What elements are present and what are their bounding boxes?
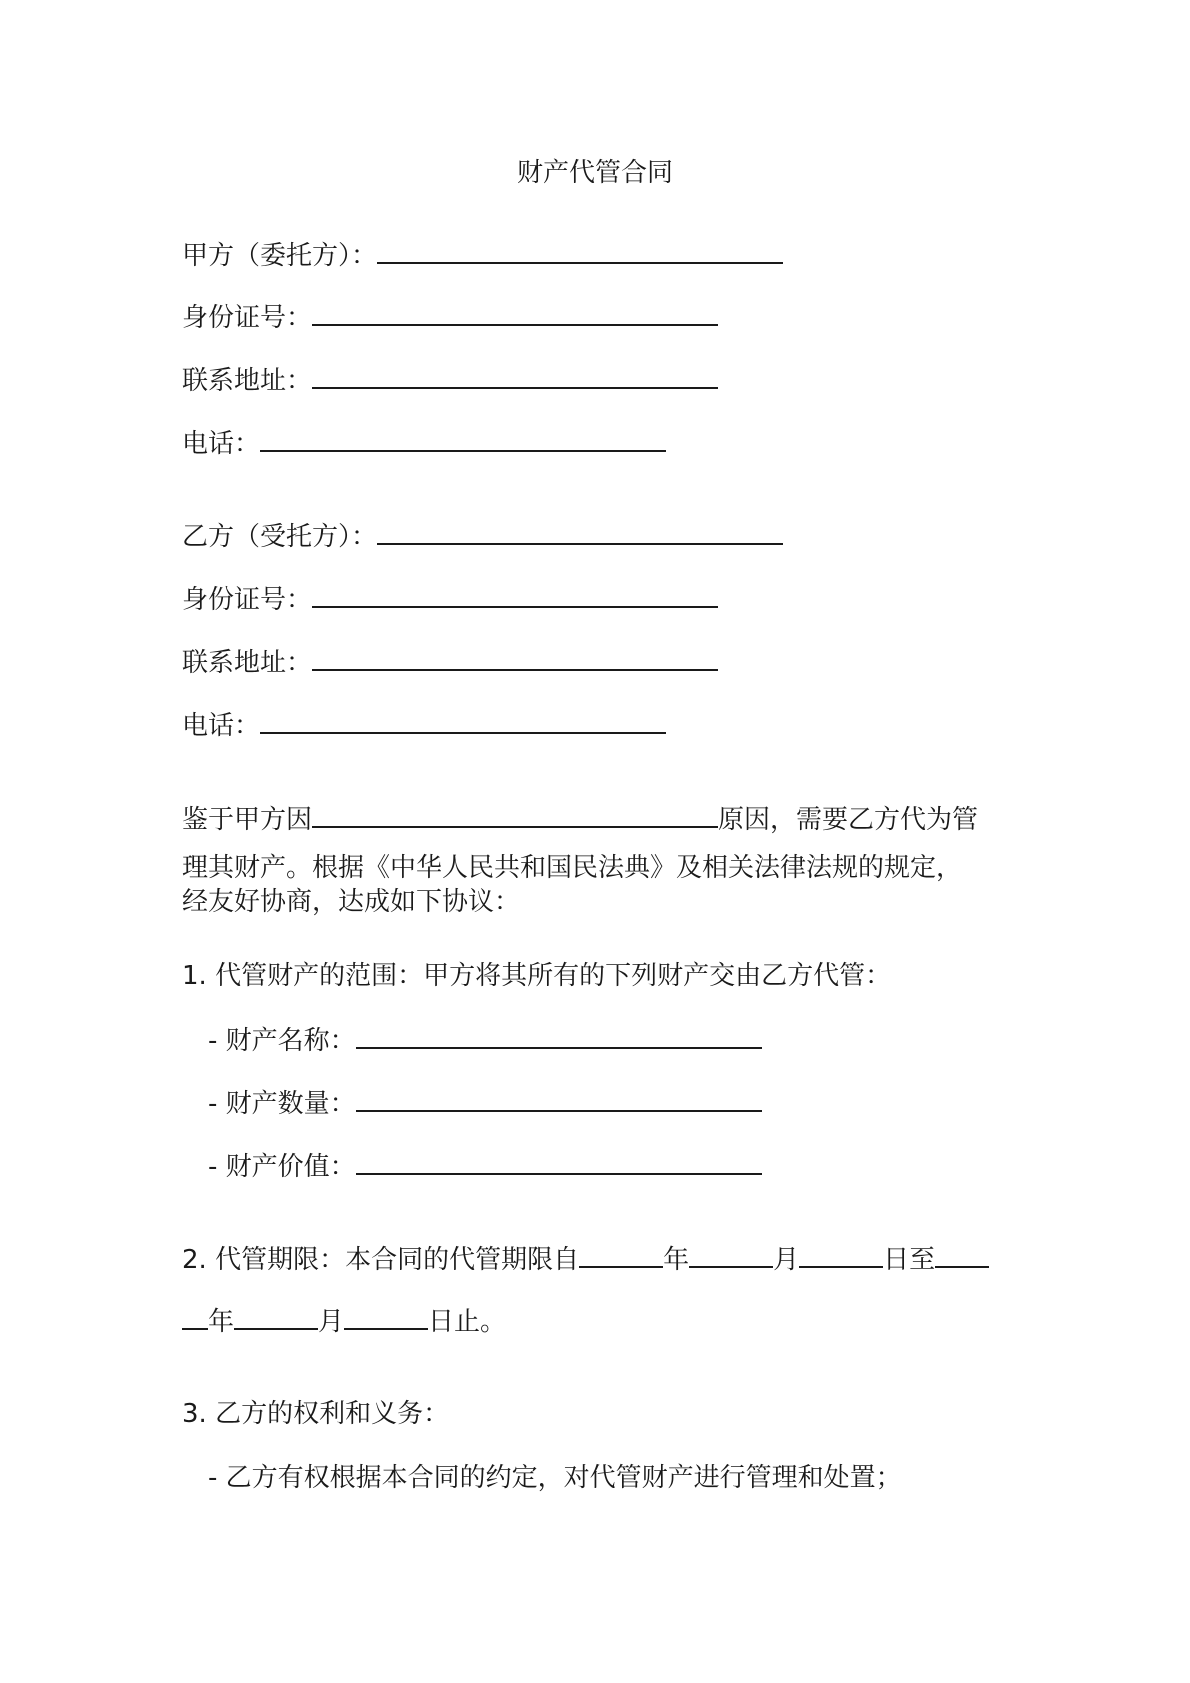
property-name-blank[interactable] [356, 1021, 762, 1049]
party-b-phone-row [182, 706, 666, 744]
party-b-phone-blank[interactable] [260, 706, 666, 734]
party-a-phone-blank[interactable] [260, 424, 666, 452]
party-b-name-blank[interactable] [377, 517, 783, 545]
start-day-to-label: 日至 [883, 1245, 936, 1275]
party-a-name-row [182, 236, 783, 274]
party-b-phone-label: 电话： [182, 711, 261, 741]
document-title: 财产代管合同 [516, 158, 673, 188]
preamble-suffix: 原因，需要乙方代为管 [718, 805, 979, 835]
party-a-address-row [182, 361, 718, 399]
party-b-id-label: 身份证号： [182, 585, 313, 615]
start-day-blank[interactable] [799, 1240, 883, 1268]
clause-2-prefix: 2. 代管期限：本合同的代管期限自 [182, 1245, 580, 1275]
party-a-name-blank[interactable] [377, 236, 783, 264]
party-a-id-label: 身份证号： [182, 303, 313, 333]
party-b-name-label: 乙方（受托方）： [182, 522, 378, 552]
party-a-name-label: 甲方（委托方）： [182, 241, 378, 271]
party-b-address-blank[interactable] [312, 643, 718, 671]
property-quantity-blank[interactable] [356, 1084, 762, 1112]
end-month-label: 月 [318, 1307, 345, 1337]
property-name-label: - 财产名称： [208, 1026, 356, 1056]
party-a-phone-row [182, 424, 666, 462]
party-a-id-blank[interactable] [312, 298, 718, 326]
preamble-prefix: 鉴于甲方因 [182, 805, 313, 835]
end-year-label: 年 [208, 1307, 235, 1337]
preamble-line-3: 经友好协商，达成如下协议： [182, 887, 521, 917]
party-b-name-row [182, 517, 783, 555]
party-a-address-label: 联系地址： [182, 366, 313, 396]
party-b-id-blank[interactable] [312, 580, 718, 608]
start-month-label: 月 [773, 1245, 800, 1275]
party-a-phone-label: 电话： [182, 429, 261, 459]
end-day-label: 日止。 [428, 1307, 507, 1337]
party-b-id-row [182, 580, 718, 618]
end-year-blank-part-1[interactable] [935, 1240, 989, 1268]
start-year-label: 年 [663, 1245, 690, 1275]
party-b-address-label: 联系地址： [182, 648, 313, 678]
party-a-id-row [182, 298, 718, 336]
clause-3-heading: 3. 乙方的权利和义务： [182, 1399, 450, 1429]
property-value-row [208, 1147, 762, 1185]
clause-2-line-1 [182, 1240, 989, 1278]
property-quantity-row [208, 1084, 762, 1122]
preamble-reason-blank[interactable] [312, 800, 718, 828]
property-quantity-label: - 财产数量： [208, 1089, 356, 1119]
end-day-blank[interactable] [344, 1302, 428, 1330]
preamble-line-2: 理其财产。根据《中华人民共和国民法典》及相关法律法规的规定， [182, 853, 963, 883]
property-name-row [208, 1021, 762, 1059]
end-year-blank-part-2[interactable] [182, 1302, 208, 1330]
start-month-blank[interactable] [689, 1240, 773, 1268]
clause-1-heading: 1. 代管财产的范围：甲方将其所有的下列财产交由乙方代管： [182, 961, 892, 991]
end-month-blank[interactable] [234, 1302, 318, 1330]
party-a-address-blank[interactable] [312, 361, 718, 389]
preamble-line-1 [182, 800, 978, 838]
start-year-blank[interactable] [579, 1240, 663, 1268]
clause-2-line-2 [182, 1302, 506, 1340]
party-b-address-row [182, 643, 718, 681]
property-value-label: - 财产价值： [208, 1152, 356, 1182]
clause-3-item-1: - 乙方有权根据本合同的约定，对代管财产进行管理和处置； [208, 1463, 902, 1493]
property-value-blank[interactable] [356, 1147, 762, 1175]
